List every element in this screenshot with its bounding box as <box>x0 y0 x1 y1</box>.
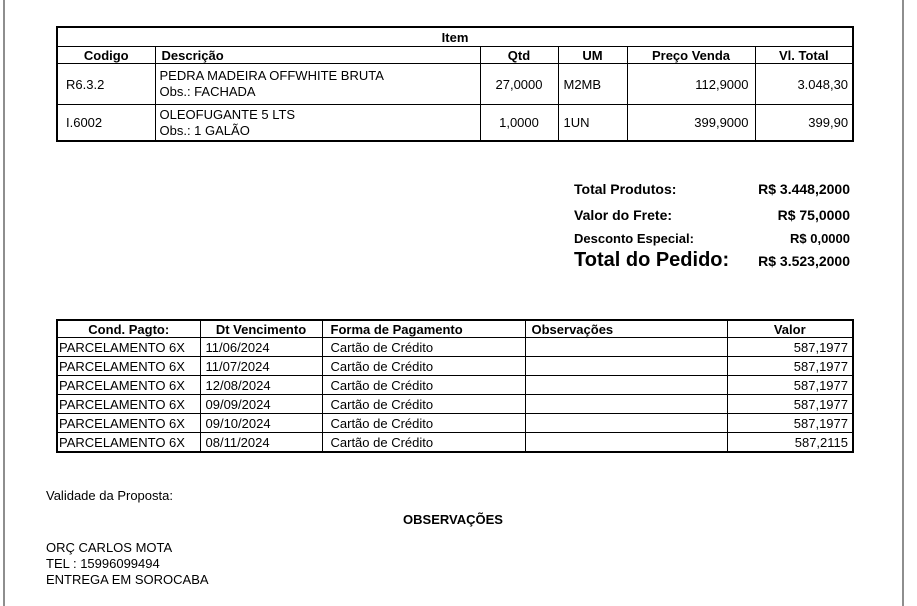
item-preco-venda: 399,9000 <box>627 105 755 142</box>
col-header-observacoes: Observações <box>525 320 727 338</box>
footer-note-line: TEL : 15996099494 <box>46 556 160 571</box>
payment-table <box>56 319 854 453</box>
col-header-codigo: Codigo <box>57 47 155 64</box>
footer-note-line: ENTREGA EM SOROCABA <box>46 572 209 587</box>
payment-valor: 587,1977 <box>727 376 853 395</box>
payment-observacoes <box>525 338 727 357</box>
item-table-header-row <box>57 47 853 64</box>
payment-row <box>57 376 853 395</box>
desconto-especial-row <box>574 231 850 246</box>
payment-vencimento: 12/08/2024 <box>200 376 322 395</box>
footer-note-line: ORÇ CARLOS MOTA <box>46 540 173 555</box>
payment-cond: PARCELAMENTO 6X <box>57 357 200 376</box>
payment-forma: Cartão de Crédito <box>322 414 525 433</box>
item-table-title-row <box>57 27 853 47</box>
item-codigo: I.6002 <box>57 105 155 142</box>
item-um: M2MB <box>558 64 627 105</box>
desconto-especial-value: R$ 0,0000 <box>790 231 850 246</box>
col-header-cond-pagto: Cond. Pagto: <box>57 320 200 338</box>
total-produtos-value: R$ 3.448,2000 <box>758 181 850 197</box>
payment-valor: 587,1977 <box>727 338 853 357</box>
payment-cond: PARCELAMENTO 6X <box>57 376 200 395</box>
payment-row <box>57 414 853 433</box>
payment-valor: 587,1977 <box>727 414 853 433</box>
payment-forma: Cartão de Crédito <box>322 338 525 357</box>
col-header-qtd: Qtd <box>480 47 558 64</box>
payment-table-header-row <box>57 320 853 338</box>
payment-observacoes <box>525 395 727 414</box>
desconto-especial-label: Desconto Especial: <box>574 231 694 246</box>
payment-cond: PARCELAMENTO 6X <box>57 338 200 357</box>
item-descricao-obs: Obs.: 1 GALÃO <box>159 122 250 138</box>
payment-row <box>57 433 853 453</box>
valor-frete-row <box>574 207 850 223</box>
item-codigo: R6.3.2 <box>57 64 155 105</box>
observacoes-title: OBSERVAÇÕES <box>403 512 503 527</box>
item-descricao <box>155 105 480 142</box>
payment-vencimento: 09/10/2024 <box>200 414 322 433</box>
payment-forma: Cartão de Crédito <box>322 357 525 376</box>
payment-valor: 587,1977 <box>727 357 853 376</box>
col-header-um: UM <box>558 47 627 64</box>
item-row <box>57 105 853 142</box>
total-pedido-row <box>574 249 850 272</box>
payment-observacoes <box>525 376 727 395</box>
item-qtd: 27,0000 <box>480 64 558 105</box>
item-vl-total: 399,90 <box>755 105 853 142</box>
item-table-title: Item <box>57 27 853 47</box>
col-header-forma-pagamento: Forma de Pagamento <box>322 320 525 338</box>
payment-row <box>57 357 853 376</box>
item-row <box>57 64 853 105</box>
col-header-descricao: Descrição <box>155 47 480 64</box>
valor-frete-value: R$ 75,0000 <box>777 207 850 223</box>
total-produtos-row <box>574 181 850 197</box>
payment-vencimento: 09/09/2024 <box>200 395 322 414</box>
col-header-valor: Valor <box>727 320 853 338</box>
item-preco-venda: 112,9000 <box>627 64 755 105</box>
col-header-preco-venda: Preço Venda <box>627 47 755 64</box>
total-pedido-label: Total do Pedido: <box>574 249 730 271</box>
item-table <box>56 26 854 142</box>
payment-row <box>57 338 853 357</box>
item-descricao-obs: Obs.: FACHADA <box>159 84 256 99</box>
payment-cond: PARCELAMENTO 6X <box>57 433 200 453</box>
payment-observacoes <box>525 357 727 376</box>
total-produtos-label: Total Produtos: <box>574 181 677 197</box>
item-um: 1UN <box>558 105 627 142</box>
total-pedido-value: R$ 3.523,2000 <box>758 253 850 269</box>
payment-cond: PARCELAMENTO 6X <box>57 414 200 433</box>
payment-cond: PARCELAMENTO 6X <box>57 395 200 414</box>
payment-observacoes <box>525 414 727 433</box>
payment-observacoes <box>525 433 727 453</box>
item-descricao-line1: OLEOFUGANTE 5 LTS <box>159 106 296 122</box>
payment-valor: 587,1977 <box>727 395 853 414</box>
payment-vencimento: 11/07/2024 <box>200 357 322 376</box>
item-qtd: 1,0000 <box>480 105 558 142</box>
item-descricao <box>155 64 480 105</box>
col-header-vl-total: Vl. Total <box>755 47 853 64</box>
payment-forma: Cartão de Crédito <box>322 376 525 395</box>
item-vl-total: 3.048,30 <box>755 64 853 105</box>
col-header-dt-vencimento: Dt Vencimento <box>200 320 322 338</box>
payment-valor: 587,2115 <box>727 433 853 453</box>
payment-vencimento: 08/11/2024 <box>200 433 322 453</box>
payment-forma: Cartão de Crédito <box>322 433 525 453</box>
footer-notes <box>46 540 209 588</box>
item-descricao-line1: PEDRA MADEIRA OFFWHITE BRUTA <box>159 68 384 83</box>
payment-forma: Cartão de Crédito <box>322 395 525 414</box>
payment-row <box>57 395 853 414</box>
payment-vencimento: 11/06/2024 <box>200 338 322 357</box>
validade-proposta-label: Validade da Proposta: <box>46 488 173 503</box>
valor-frete-label: Valor do Frete: <box>574 207 673 223</box>
